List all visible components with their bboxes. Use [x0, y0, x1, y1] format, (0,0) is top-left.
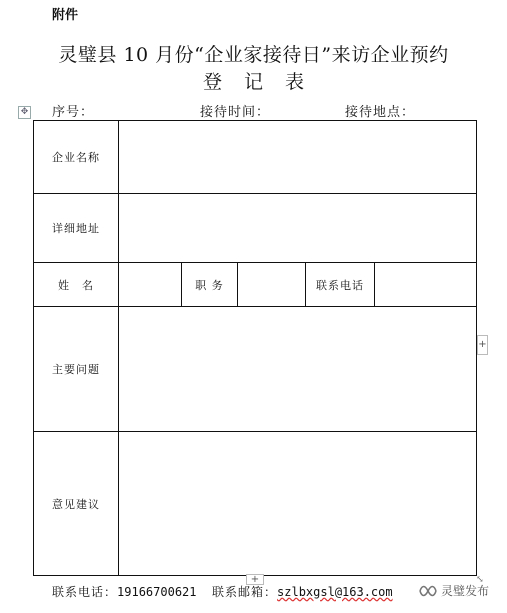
position-cell[interactable] [238, 263, 306, 307]
suggestion-cell[interactable] [119, 432, 477, 576]
table-row [34, 121, 477, 194]
wechat-channel-icon [418, 584, 438, 598]
table-row [34, 432, 477, 576]
footer-email-value[interactable]: szlbxgsl@163.com [277, 585, 393, 599]
name-cell[interactable] [119, 263, 182, 307]
footer-phone-label: 联系电话： [52, 585, 118, 599]
table-row [34, 263, 477, 307]
name-label: 姓 名 [34, 263, 119, 307]
registration-form-table [33, 120, 477, 576]
add-icon[interactable]: + [246, 574, 264, 585]
seq-label: 序号： [52, 105, 95, 120]
watermark-text: 灵璧发布 [441, 584, 490, 598]
phone-cell[interactable] [375, 263, 477, 307]
reception-time-label: 接待时间： [200, 105, 271, 120]
footer-phone-value: 19166700621 [117, 585, 197, 599]
address-cell[interactable] [119, 194, 477, 263]
table-row [34, 194, 477, 263]
footer-email [212, 583, 393, 600]
reception-place-label: 接待地点： [345, 105, 416, 120]
add-icon[interactable]: + [477, 335, 488, 355]
company-name-cell[interactable] [119, 121, 477, 194]
document-subtitle: 登记表 [202, 71, 326, 93]
address-label: 详细地址 [34, 194, 119, 263]
table-row [34, 307, 477, 432]
company-name-label: 企业名称 [34, 121, 119, 194]
position-label: 职 务 [182, 263, 238, 307]
move-icon[interactable]: ✥ [18, 106, 31, 119]
footer-phone [52, 583, 197, 600]
watermark [418, 582, 489, 599]
phone-label: 联系电话 [306, 263, 375, 307]
resize-icon[interactable]: ⤡ [476, 575, 484, 585]
attachment-label: 附件 [52, 8, 79, 23]
footer-email-label: 联系邮箱： [212, 585, 278, 599]
main-issue-label: 主要问题 [34, 307, 119, 432]
suggestion-label: 意见建议 [34, 432, 119, 576]
document-title: 灵璧县 10 月份“企业家接待日”来访企业预约 [58, 44, 449, 66]
main-issue-cell[interactable] [119, 307, 477, 432]
